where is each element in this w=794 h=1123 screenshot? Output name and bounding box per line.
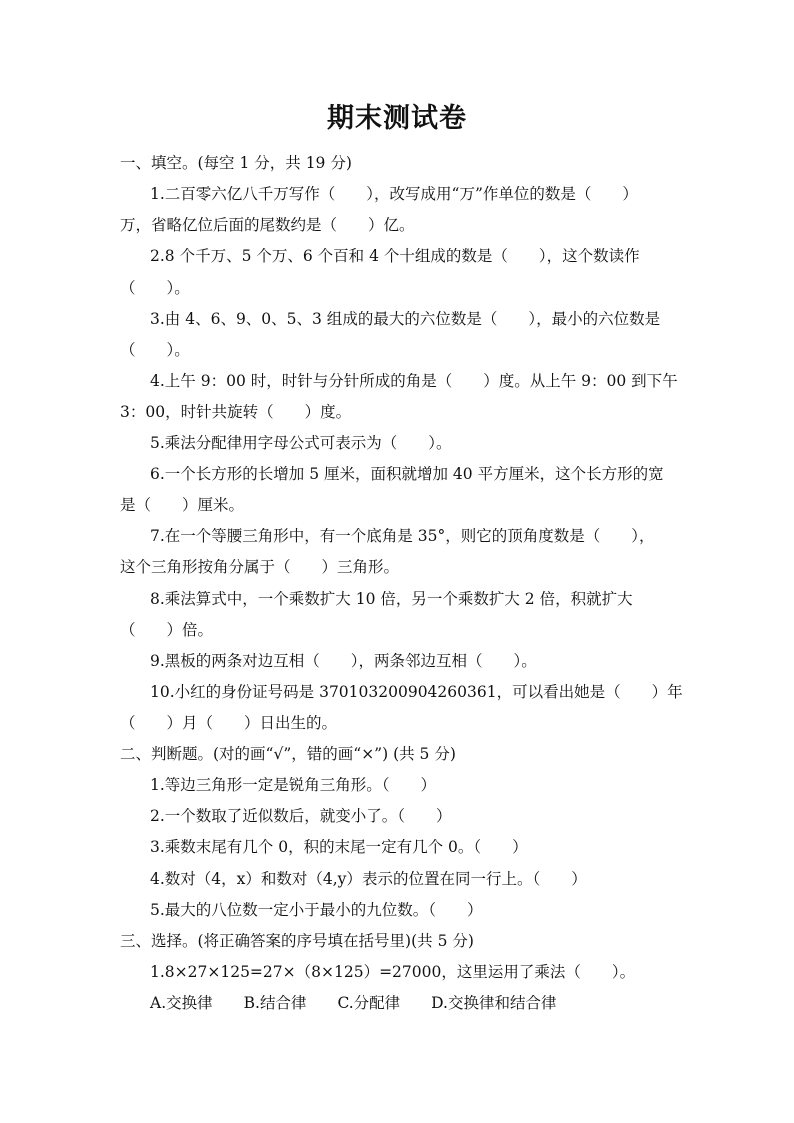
question-line: 9.黑板的两条对边互相（ ），两条邻边互相（ ）。 bbox=[150, 652, 537, 670]
question-line: 这个三角形按角分属于（ ）三角形。 bbox=[120, 558, 400, 576]
question-line: （ ）月（ ）日出生的。 bbox=[120, 714, 338, 732]
question-line: 7.在一个等腰三角形中，有一个底角是 35°，则它的顶角度数是（ ）， bbox=[150, 527, 655, 545]
question-line: 是（ ）厘米。 bbox=[120, 496, 245, 514]
question-line: 1.二百零六亿八千万写作（ ），改写成用“万”作单位的数是（ ） bbox=[150, 185, 638, 203]
page-title: 期末测试卷 bbox=[327, 103, 467, 134]
question-line: 10.小红的身份证号码是 370103200904260361，可以看出她是（ ）年 bbox=[150, 683, 683, 701]
question-line: （ ）。 bbox=[120, 279, 190, 297]
question-line: 3.乘数末尾有几个 0，积的末尾一定有几个 0。（ ） bbox=[150, 838, 528, 856]
question-line: 万，省略亿位后面的尾数约是（ ）亿。 bbox=[120, 216, 415, 234]
question-line: 1.等边三角形一定是锐角三角形。（ ） bbox=[150, 776, 437, 794]
question-line: 3：00，时针共旋转（ ）度。 bbox=[120, 403, 352, 421]
question-line: 2.8 个千万、5 个万、6 个百和 4 个十组成的数是（ ），这个数读作 bbox=[150, 247, 640, 265]
answer-options: A.交换律 B.结合律 C.分配律 D.交换律和结合律 bbox=[150, 994, 557, 1012]
question-line: 5.最大的八位数一定小于最小的九位数。（ ） bbox=[150, 901, 483, 919]
question-line: 4.上午 9：00 时，时针与分针所成的角是（ ）度。从上午 9：00 到下午 bbox=[150, 372, 678, 390]
section-heading-fill-blank: 一、填空。(每空 1 分，共 19 分) bbox=[120, 154, 352, 172]
question-line: 3.由 4、6、9、0、5、3 组成的最大的六位数是（ ），最小的六位数是 bbox=[150, 310, 661, 328]
question-line: 4.数对（4，x）和数对（4,y）表示的位置在同一行上。（ ） bbox=[150, 870, 587, 888]
question-line: （ ）。 bbox=[120, 341, 190, 359]
question-line: （ ）倍。 bbox=[120, 621, 214, 639]
section-heading-true-false: 二、判断题。(对的画“√”，错的画“×”) (共 5 分) bbox=[120, 745, 456, 763]
question-line: 1.8×27×125=27×（8×125）=27000，这里运用了乘法（ ）。 bbox=[150, 963, 636, 981]
question-line: 2.一个数取了近似数后，就变小了。（ ） bbox=[150, 807, 452, 825]
question-line: 5.乘法分配律用字母公式可表示为（ ）。 bbox=[150, 434, 452, 452]
question-line: 6.一个长方形的长增加 5 厘米，面积就增加 40 平方厘米，这个长方形的宽 bbox=[150, 465, 664, 483]
question-line: 8.乘法算式中，一个乘数扩大 10 倍，另一个乘数扩大 2 倍，积就扩大 bbox=[150, 590, 633, 608]
section-heading-choice: 三、选择。(将正确答案的序号填在括号里)(共 5 分) bbox=[120, 932, 474, 950]
